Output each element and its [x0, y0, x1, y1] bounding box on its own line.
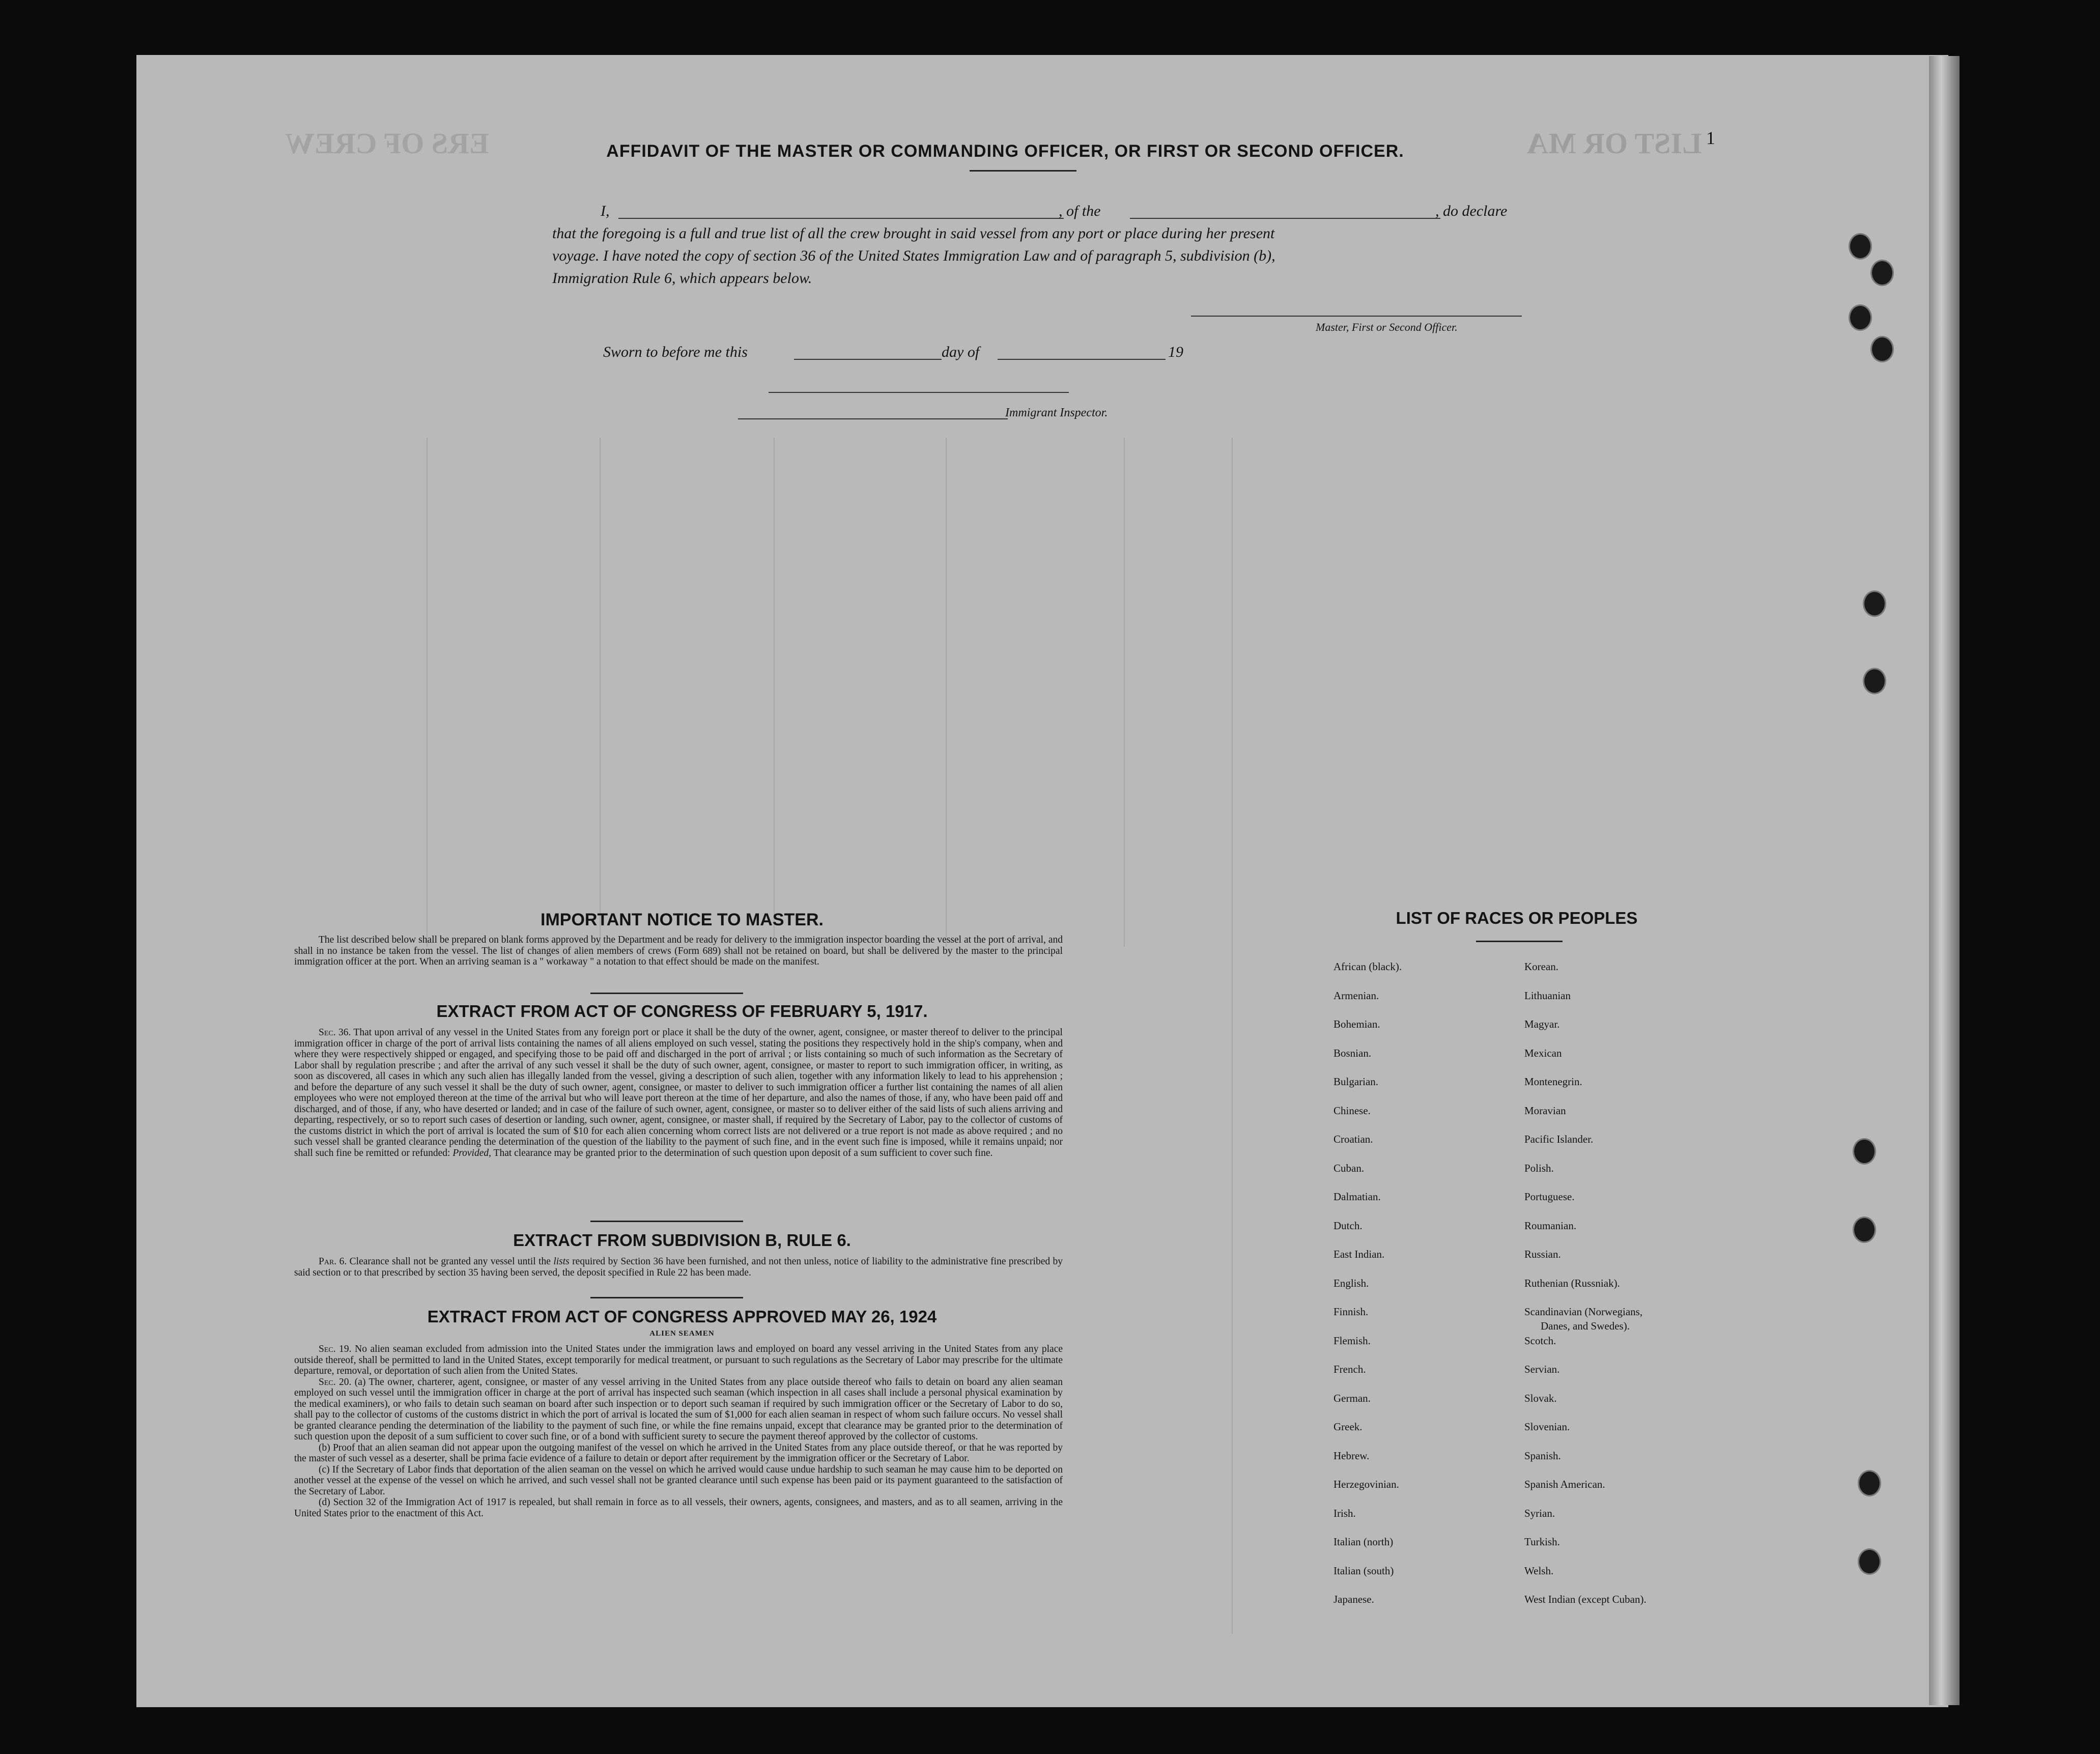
binder-hole	[1858, 1470, 1881, 1496]
affidavit-line4: Immigration Rule 6, which appears below.	[552, 270, 812, 287]
section-divider	[590, 993, 743, 994]
sec-20a-body: (a) The owner, charterer, agent, consignee, or master of any vessel arriving in the United States from any place outside thereof who fails to detain on board any alien seaman employed on such vessel until the immigration officer in charge at the port of arrival has inspected such seaman (which inspection in all cases shall include a personal physical examination by the medical examiners), or who fails to detain such seaman on board after such inspection or to deport such seaman if required by such immigration officer or the Secretary of Labor to do so, shall pay to the collector of customs of the customs district in which the port of arrival is located the sum of $1,000 for each alien seaman in respect of whom such failure occurs. No vessel shall be granted clearance pending the determination of the liability to the payment of such fine, or while the fine remains unpaid, except that clearance may be granted prior to the determination of such question upon the deposit of a sum sufficient to cover such fine, or of a bond with sufficient surety to secure the payment thereof approved by the collector of customs.	[294, 1376, 1063, 1442]
race-item: Finnish.	[1333, 1306, 1369, 1318]
affidavit-i-label: I,	[601, 203, 610, 219]
section-divider	[590, 1221, 743, 1222]
race-item: Dalmatian.	[1333, 1191, 1381, 1203]
lists-word: lists	[553, 1256, 570, 1267]
race-item: Japanese.	[1333, 1593, 1374, 1605]
race-item: Bosnian.	[1333, 1046, 1372, 1059]
extract-1924-subtitle: ALIEN SEAMEN	[649, 1329, 715, 1338]
sec-19-label: Sec. 19.	[319, 1344, 352, 1354]
sec-20c-paragraph: (c) If the Secretary of Labor finds that deportation of the alien seaman on the vessel on which he arrived would cause undue hardship to such seaman he may cause him to be deported on another vessel at the expense of the vessel on which he arrived, and such vessel shall not be granted clearance until such expense has been paid or its payment guaranteed to the satisfaction of the Secretary of Labor.	[294, 1464, 1063, 1497]
bleedthrough-column	[600, 438, 601, 947]
affidavit-line3: voyage. I have noted the copy of section 36 of the United States Immigration Law and of paragraph 5, subdivision (b),	[552, 247, 1275, 264]
race-item: West Indian (except Cuban).	[1524, 1593, 1647, 1605]
race-item: Russian.	[1524, 1248, 1561, 1260]
binder-hole	[1853, 1217, 1876, 1243]
vessel-field-line[interactable]	[1130, 218, 1440, 219]
extract-1924-title: EXTRACT FROM ACT OF CONGRESS APPROVED MAY 26, 1924	[427, 1307, 937, 1326]
title-divider	[970, 170, 1076, 172]
race-item: Chinese.	[1333, 1104, 1371, 1117]
race-item: Scandinavian (Norwegians,	[1524, 1306, 1643, 1318]
race-item: English.	[1333, 1277, 1369, 1289]
binder-hole	[1863, 668, 1886, 694]
sworn-year-label: 19	[1168, 344, 1183, 360]
races-divider	[1476, 941, 1563, 942]
bleedthrough-column	[1232, 438, 1233, 1634]
binder-hole	[1849, 233, 1872, 260]
race-item: Montenegrin.	[1524, 1076, 1582, 1088]
race-item: Hebrew.	[1333, 1449, 1370, 1462]
binder-hole	[1858, 1548, 1881, 1575]
affidavit-title: AFFIDAVIT OF THE MASTER OR COMMANDING OFFICER, OR FIRST OR SECOND OFFICER.	[606, 142, 1404, 161]
race-item: Mexican	[1524, 1046, 1562, 1059]
race-item: African (black).	[1333, 960, 1402, 973]
sec-20d-paragraph: (d) Section 32 of the Immigration Act of 1917 is repealed, but shall remain in force as to all vessels, their owners, agents, consignees, and masters, and as to all seamen, arriving in the United States prior to the enactment of this Act.	[294, 1497, 1063, 1519]
extract-rule6-title: EXTRACT FROM SUBDIVISION B, RULE 6.	[513, 1231, 851, 1250]
affidavit-do-declare: , do declare	[1435, 203, 1508, 219]
race-item: Welsh.	[1524, 1564, 1554, 1577]
race-item: Portuguese.	[1524, 1191, 1575, 1203]
section-divider	[590, 1297, 743, 1298]
race-item: Spanish.	[1524, 1449, 1561, 1462]
races-left-column	[1333, 960, 1402, 1622]
race-item: Irish.	[1333, 1507, 1356, 1519]
par-6-body-b: required by Section 36 have been furnished, and not then unless, notice of liability to the administrative fine prescribed by said section or to that prescribed by section 35 having been served, the deposit specified in Rule 22 has been made.	[294, 1256, 1063, 1278]
affidavit-line1	[601, 203, 610, 220]
bleedthrough-column	[774, 438, 775, 947]
races-right-column	[1524, 960, 1647, 1622]
binder-hole	[1853, 1138, 1876, 1165]
sec-20a-paragraph	[294, 1377, 1063, 1442]
race-item: Spanish American.	[1524, 1478, 1605, 1490]
proviso-label: Provided,	[452, 1147, 491, 1158]
race-item: Syrian.	[1524, 1507, 1555, 1519]
races-title: LIST OF RACES OR PEOPLES	[1396, 909, 1638, 927]
section-36-label: Sec. 36.	[319, 1027, 351, 1038]
race-item: Ruthenian (Russniak).	[1524, 1277, 1620, 1289]
race-item: Magyar.	[1524, 1018, 1560, 1030]
bleedthrough-column	[1124, 438, 1125, 947]
inspector-separator	[769, 392, 1069, 393]
name-field-line[interactable]	[618, 218, 1064, 219]
race-item: Italian (north)	[1333, 1536, 1394, 1548]
race-item: Italian (south)	[1333, 1564, 1394, 1577]
race-item: Scotch.	[1524, 1334, 1556, 1347]
race-item: Armenian.	[1333, 989, 1379, 1002]
race-item: Pacific Islander.	[1524, 1133, 1594, 1145]
signature-line[interactable]	[1191, 316, 1522, 317]
extract-1924-text	[294, 1344, 1063, 1519]
race-item: Bohemian.	[1333, 1018, 1380, 1030]
extract-1917-title: EXTRACT FROM ACT OF CONGRESS OF FEBRUARY 5, 1917.	[436, 1002, 928, 1021]
inspector-line[interactable]	[738, 418, 1008, 419]
race-item-continuation: Danes, and Swedes).	[1541, 1320, 1630, 1332]
race-item: Cuban.	[1333, 1162, 1365, 1174]
binder-hole	[1870, 260, 1894, 286]
sec-19-body: No alien seaman excluded from admission into the United States under the immigration laws and employed on board any vessel arriving in the United States from any place outside thereof, shall be permitted to land in the United States, except temporarily for medical treatment, or pursuant to such regulations as the Secretary of Labor may prescribe for the ultimate departure, removal, or deportation of such alien from the United States.	[294, 1344, 1063, 1376]
extract-rule6-text	[294, 1256, 1063, 1278]
sworn-month-line[interactable]	[998, 359, 1166, 360]
notice-text: The list described below shall be prepared on blank forms approved by the Department and be ready for delivery to the immigration inspector boarding the vessel at the port of arrival, and shall in no instance be taken from the vessel. The list of changes of alien members of crews (Form 689) shall not be retained on board, but shall be delivered by the master to the principal immigration officer at the port. When an arriving seaman is a " workaway " a notation to that effect should be made on the manifest.	[294, 935, 1063, 967]
race-item: East Indian.	[1333, 1248, 1385, 1260]
race-item: Polish.	[1524, 1162, 1554, 1174]
affidavit-line2: that the foregoing is a full and true list of all the crew brought in said vessel from any port or place during her present	[552, 225, 1275, 242]
sec-19-paragraph	[294, 1344, 1063, 1377]
race-item: Turkish.	[1524, 1536, 1560, 1548]
notice-title: IMPORTANT NOTICE TO MASTER.	[541, 910, 824, 929]
race-item: Slovak.	[1524, 1392, 1557, 1404]
section-36-body: That upon arrival of any vessel in the United States from any foreign port or place it shall be the duty of the owner, agent, consignee, or master thereof to deliver to the principal immigration officer in charge of the port of arrival lists containing the names of all aliens employed on such vessel, stating the positions they respectively hold in the ship's company, when and where they were respectively shipped or engaged, and specifying those to be paid off and discharged in the port of arrival ; or lists containing so much of such information as the Secretary of Labor shall by regulation prescribe ; and after the arrival of any such vessel it shall be the duty of such owner, agent, consignee, or master to report to such immigration officer, in writing, as soon as discovered, all cases in which any such alien has illegally landed from the vessel, giving a description of such alien, together with any information likely to lead to his apprehension ; and before the departure of any such vessel it shall be the duty of such owner, agent, consignee, or master to deliver to such immigration officer a further list containing the names of all alien employees who were not employed thereon at the time of the arrival but who will leave port thereon at the time of her departure, and also the names of those, if any, who have been paid off and discharged, and of those, if any, who have deserted or landed; and in case of the failure of such owner, agent, consignee, or master so to deliver either of the said lists of such aliens arriving and departing, respectively, or so to report such cases of desertion or landing, such owner, agent, consignee, or master shall, if required by the Secretary of Labor, pay to the collector of customs of the customs district in which the port of arrival is located the sum of $10 for each alien concerning whom correct lists are not delivered or a true report is not made as above required ; and no such vessel shall be granted clearance pending the determination of the question of the liability to the payment of such fine, and in the event such fine is imposed, while it remains unpaid; nor shall such fine be remitted or refunded:	[294, 1027, 1063, 1158]
binder-hole	[1870, 336, 1894, 362]
bleedthrough-title-left: LIST OR MA	[1527, 127, 1702, 160]
race-item: Flemish.	[1333, 1334, 1371, 1347]
affidavit-of-the: , of the	[1059, 203, 1101, 219]
bleedthrough-column	[427, 438, 428, 947]
race-item: French.	[1333, 1363, 1366, 1375]
bleedthrough-column	[946, 438, 947, 947]
race-item: German.	[1333, 1392, 1371, 1404]
par-6-body-a: Clearance shall not be granted any vessel until the	[349, 1256, 551, 1267]
page-edge	[1929, 56, 1960, 1705]
binder-hole	[1849, 304, 1872, 331]
race-item: Servian.	[1524, 1363, 1560, 1375]
sworn-date-line[interactable]	[794, 359, 942, 360]
page-number: 1	[1706, 128, 1715, 148]
race-item: Greek.	[1333, 1421, 1363, 1433]
bleedthrough-title-right: ERS OF CREW	[285, 127, 489, 160]
race-item: Moravian	[1524, 1104, 1566, 1117]
race-item: Lithuanian	[1524, 989, 1571, 1002]
proviso-body: That clearance may be granted prior to the determination of such question upon deposit of a sum sufficient to cover such fine.	[493, 1147, 993, 1158]
inspector-label: Immigrant Inspector.	[1005, 406, 1108, 419]
par-6-label: Par. 6.	[319, 1256, 347, 1267]
extract-1917-text	[294, 1027, 1063, 1158]
race-item: Herzegovinian.	[1333, 1478, 1399, 1490]
race-item: Dutch.	[1333, 1219, 1363, 1232]
binder-hole	[1863, 590, 1886, 617]
race-item: Bulgarian.	[1333, 1076, 1379, 1088]
sec-20b-paragraph: (b) Proof that an alien seaman did not appear upon the outgoing manifest of the vessel on which he arrived in the United States from any place outside thereof, or that he was reported by the master of such vessel as a deserter, shall be prima facie evidence of a failure to detain or deport after requirement by the immigration officer or the Secretary of Labor.	[294, 1442, 1063, 1464]
race-item: Roumanian.	[1524, 1219, 1577, 1232]
race-item: Slovenian.	[1524, 1421, 1570, 1433]
sec-20-label: Sec. 20.	[319, 1376, 352, 1388]
sworn-text: Sworn to before me this	[603, 344, 748, 360]
race-item: Korean.	[1524, 960, 1559, 973]
race-item: Croatian.	[1333, 1133, 1373, 1145]
signature-label: Master, First or Second Officer.	[1316, 321, 1458, 333]
sworn-day-label: day of	[942, 344, 980, 360]
